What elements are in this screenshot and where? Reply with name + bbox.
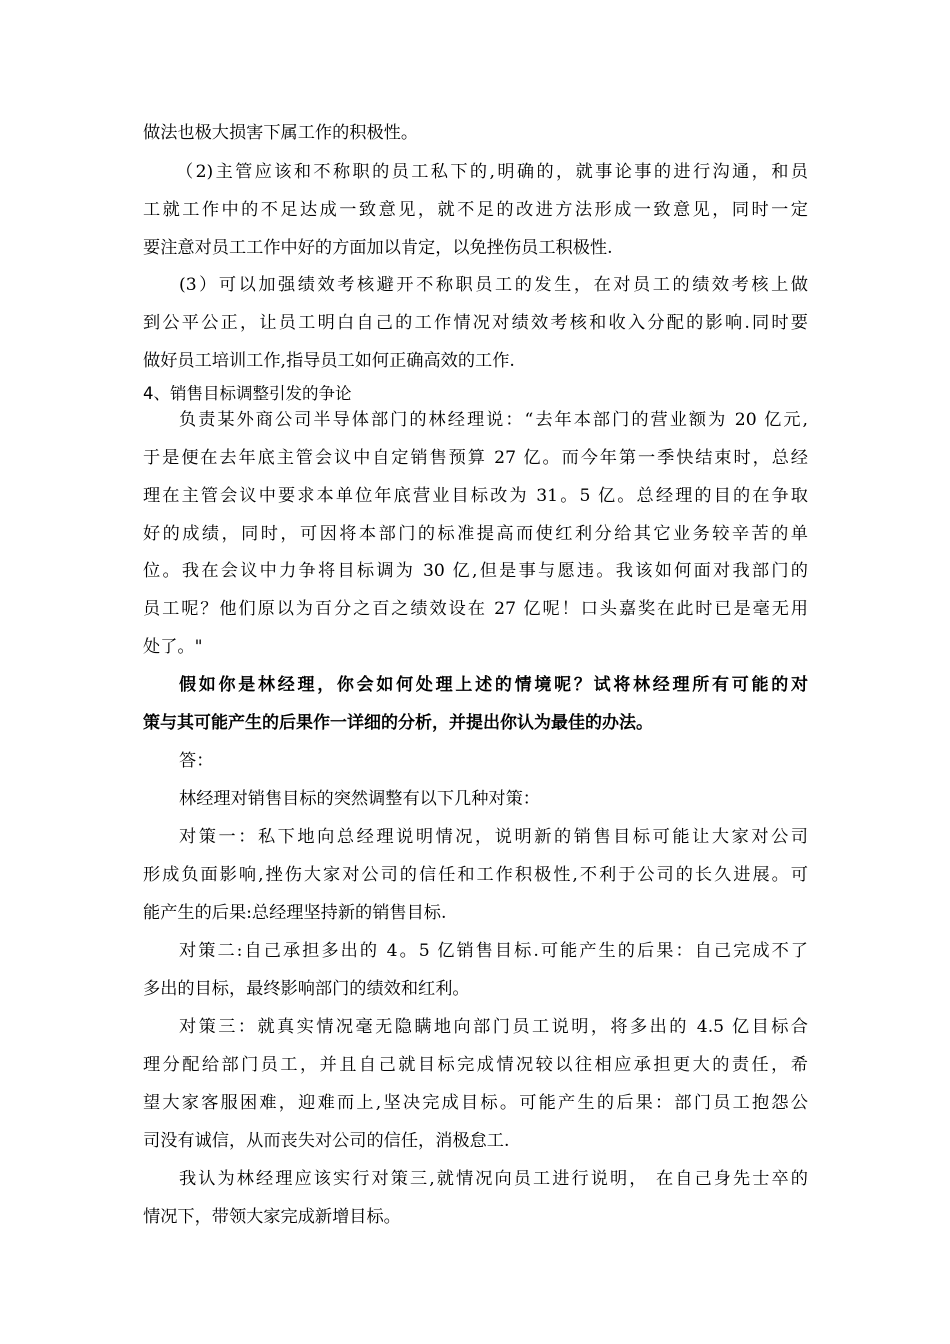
question-line: 策与其可能产生的后果作一详细的分析，并提出你认为最佳的办法。 (143, 713, 653, 733)
paragraph-line: (3）可以加强绩效考核避开不称职员工的发生，在对员工的绩效考核上做 (179, 275, 808, 295)
paragraph-line: 望大家客服困难，迎难而上,坚决完成目标。可能产生的后果：部门员工抱怨公 (143, 1093, 808, 1113)
paragraph-line: 做好员工培训工作,指导员工如何正确高效的工作. (143, 351, 515, 371)
answer-label: 答： (179, 751, 214, 771)
paragraph-line: 于是便在去年底主管会议中自定销售预算 27 亿。而今年第一季快结束时，总经 (143, 448, 808, 468)
paragraph-line: 负责某外商公司半导体部门的林经理说：“去年本部门的营业额为 20 亿元, (179, 410, 808, 430)
paragraph-line: 林经理对销售目标的突然调整有以下几种对策： (179, 789, 540, 809)
section-heading: 4、销售目标调整引发的争论 (143, 384, 352, 403)
paragraph-line: 处了。" (143, 637, 203, 657)
paragraph-line: 对策一：私下地向总经理说明情况，说明新的销售目标可能让大家对公司 (179, 827, 808, 847)
paragraph-line: 好的成绩，同时，可因将本部门的标准提高而使红利分给其它业务较辛苦的单 (143, 524, 808, 544)
paragraph-line: 对策三：就真实情况毫无隐瞒地向部门员工说明，将多出的 4.5 亿目标合 (179, 1017, 808, 1037)
question-line: 假如你是林经理，你会如何处理上述的情境呢？试将林经理所有可能的对 (179, 675, 808, 695)
paragraph-line: 到公平公正，让员工明白自己的工作情况对绩效考核和收入分配的影响.同时要 (143, 313, 808, 333)
paragraph-line: 做法也极大损害下属工作的积极性。 (143, 123, 419, 143)
paragraph-line: 能产生的后果:总经理坚持新的销售目标. (143, 903, 447, 923)
paragraph-line: 我认为林经理应该实行对策三,就情况向员工进行说明， 在自己身先士卒的 (179, 1169, 808, 1189)
paragraph-line: 员工呢？他们原以为百分之百之绩效设在 27 亿呢！口头嘉奖在此时已是毫无用 (143, 599, 808, 619)
paragraph-line: 司没有诚信，从而丧失对公司的信任，消极怠工. (143, 1131, 510, 1151)
paragraph-line: 位。我在会议中力争将目标调为 30 亿,但是事与愿违。我该如何面对我部门的 (143, 561, 808, 581)
paragraph-line: 理分配给部门员工，并且自己就目标完成情况较以往相应承担更大的责任，希 (143, 1055, 808, 1075)
paragraph-line: 理在主管会议中要求本单位年底营业目标改为 31。5 亿。总经理的目的在争取 (143, 486, 808, 506)
paragraph-line: 对策二:自己承担多出的 4。5 亿销售目标.可能产生的后果：自己完成不了 (179, 941, 808, 961)
paragraph-line: （2)主管应该和不称职的员工私下的,明确的，就事论事的进行沟通，和员 (176, 162, 808, 182)
paragraph-line: 情况下，带领大家完成新增目标。 (143, 1207, 401, 1227)
paragraph-line: 多出的目标，最终影响部门的绩效和红利。 (143, 979, 470, 999)
paragraph-line: 形成负面影响,挫伤大家对公司的信任和工作积极性,不利于公司的长久进展。可 (143, 865, 808, 885)
paragraph-line: 工就工作中的不足达成一致意见，就不足的改进方法形成一致意见，同时一定 (143, 200, 808, 220)
paragraph-line: 要注意对员工工作中好的方面加以肯定，以免挫伤员工积极性. (143, 238, 613, 258)
